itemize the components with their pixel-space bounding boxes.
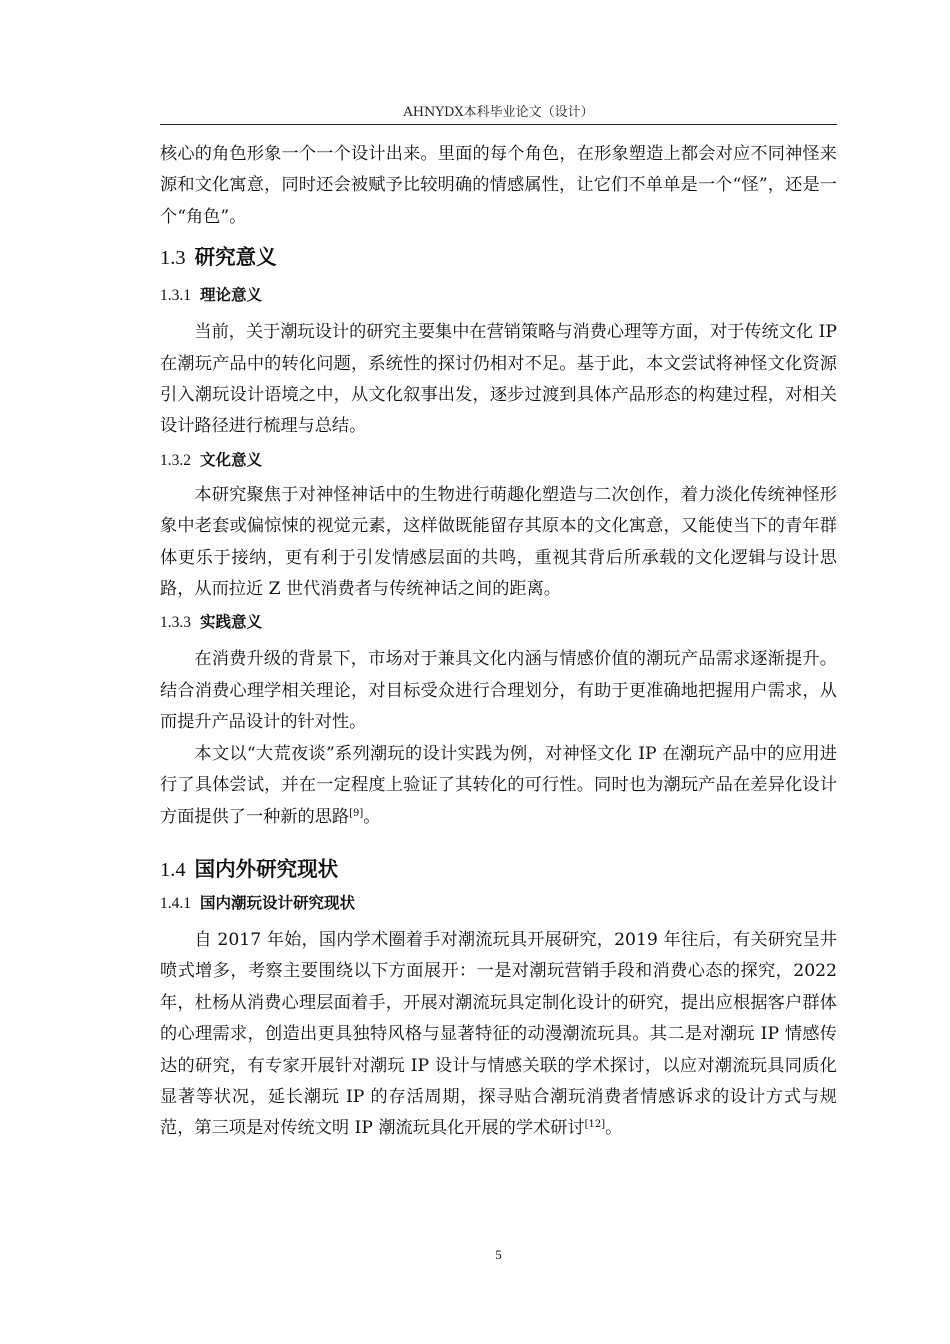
citation-ref: [9] (349, 807, 364, 819)
paragraph-end: 。 (605, 1118, 623, 1139)
section-title: 国内潮玩设计研究现状 (200, 893, 356, 912)
citation-ref: [12] (584, 1119, 606, 1131)
theory-paragraph: 当前，关于潮玩设计的研究主要集中在营销策略与消费心理等方面，对于传统文化 IP 在潮玩产品中的转化问题，系统性的探讨仍相对不足。基于此，本文尝试将神怪文化资源引入潮玩设计语境之中，从文化叙事出发，逐步过渡到具体产品形态的构建过程，对相关设计路径进行梳理与总结。 (160, 322, 837, 437)
culture-paragraph: 本研究聚焦于对神怪神话中的生物进行萌趣化塑造与二次创作，着力淡化传统神怪形象中老套或偏惊悚的视觉元素，这样做既能留存其原本的文化寓意，又能使当下的青年群体更乐于接纳，更有利于引发情感层面的共鸣，重视其背后所承载的文化逻辑与设计思路，从而拉近 Z 世代消费者与传统神话之间的距离。 (160, 484, 837, 600)
page-header: AHNYDX本科毕业论文（设计） (403, 105, 594, 120)
section-title: 理论意义 (200, 286, 263, 305)
practice-paragraph-1: 在消费升级的背景下，市场对于兼具文化内涵与情感价值的潮玩产品需求逐渐提升。结合消费心理学相关理论，对目标受众进行合理划分，有助于更准确地把握用户需求，从而提升产品设计的针对性。 (160, 649, 837, 733)
section-title: 实践意义 (200, 613, 263, 632)
page-body (160, 139, 837, 1145)
section-1-3-1-heading (160, 284, 837, 307)
paragraph-end: 。 (363, 806, 381, 827)
section-1-4-heading (160, 857, 837, 882)
section-number: 1.3.3 (160, 614, 191, 632)
section-number: 1.3 (160, 247, 186, 270)
section-number: 1.4 (160, 858, 186, 881)
header-rule (160, 124, 837, 125)
section-1-3-2-heading (160, 449, 837, 472)
section-title: 文化意义 (200, 450, 263, 469)
paragraph-text: 自 2017 年始，国内学术圈着手对潮流玩具开展研究，2019 年往后，有关研究呈井喷式增多，考察主要围绕以下方面展开：一是对潮玩营销手段和消费心态的探究，2022 年，杜杨从消费心理层面着手，开展对潮流玩具定制化设计的研究，提出应根据客户群体的心理需求，创造出更具独特风格与显著特征的动漫潮流玩具。其二是对潮玩 IP 情感传达的研究，有专家开展针对潮玩 IP 设计与情感关联的学术探讨，以应对潮流玩具同质化显著等状况，延长潮玩 IP 的存活周期，探寻贴合潮玩消费者情感诉求的设计方式与规范，第三项是对传统文明 IP 潮流玩具化开展的学术研讨 (160, 929, 837, 1139)
domestic-research-paragraph (160, 925, 837, 1145)
section-number: 1.3.2 (160, 451, 191, 469)
practice-paragraph-2 (160, 739, 837, 833)
section-number: 1.3.1 (160, 287, 191, 305)
section-1-3-heading (160, 245, 837, 270)
section-1-3-3-heading (160, 611, 837, 634)
section-title: 研究意义 (194, 245, 277, 270)
section-1-4-1-heading (160, 892, 837, 915)
section-number: 1.4.1 (160, 894, 191, 912)
section-title: 国内外研究现状 (194, 856, 339, 881)
intro-paragraph: 核心的角色形象一个一个设计出来。里面的每个角色，在形象塑造上都会对应不同神怪来源和文化寓意，同时还会被赋予比较明确的情感属性，让它们不单单是一个“怪”，还是一个“角色”。 (160, 144, 837, 227)
page-number: 5 (495, 1247, 502, 1262)
paragraph-text: 本文以“大荒夜谈”系列潮玩的设计实践为例，对神怪文化 IP 在潮玩产品中的应用进行了具体尝试，并在一定程度上验证了其转化的可行性。同时也为潮玩产品在差异化设计方面提供了一种新的思路 (160, 743, 837, 827)
